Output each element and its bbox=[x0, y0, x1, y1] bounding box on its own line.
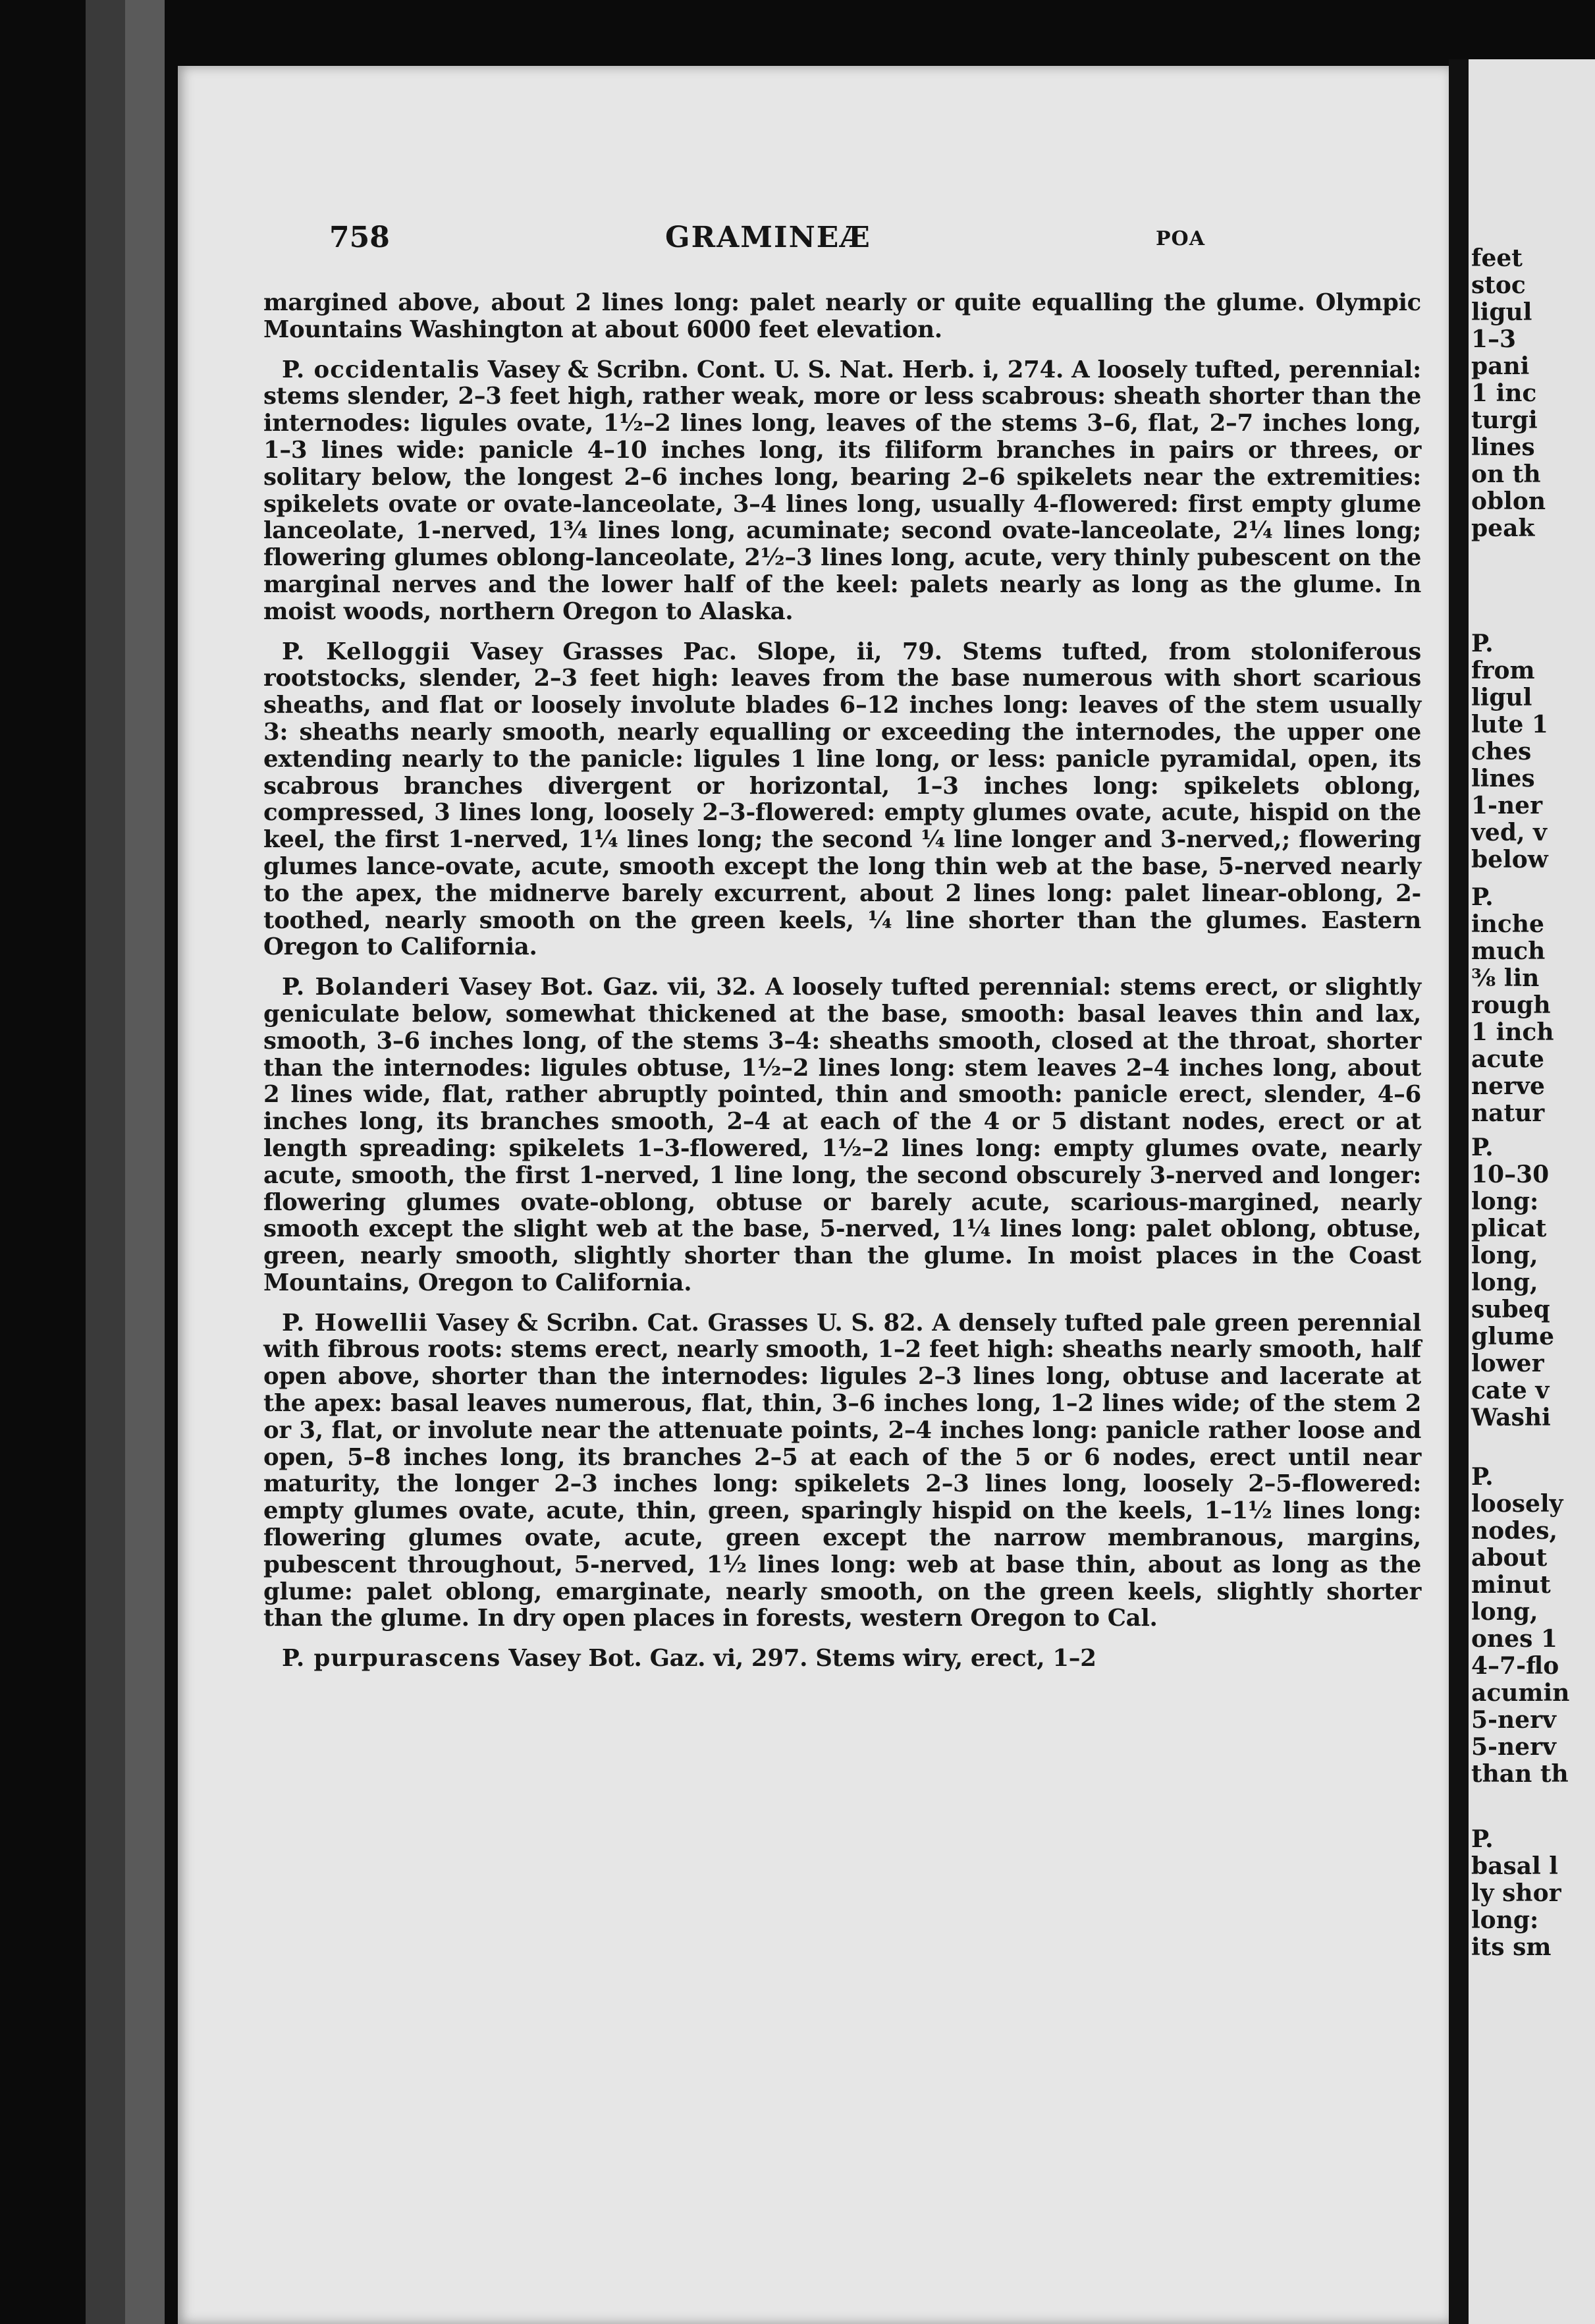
adjacent-page-line: nodes, bbox=[1471, 1517, 1558, 1545]
adjacent-page-line: acumin bbox=[1471, 1679, 1570, 1707]
paragraph-text: margined above, about 2 lines long: palet nearly or quite equalling the glume. Olympic Mountains Washington at about 6000 feet elevation. bbox=[263, 289, 1421, 343]
adjacent-page-line: ligul bbox=[1471, 684, 1532, 711]
species-name: P. Howellii bbox=[282, 1309, 428, 1337]
adjacent-page-line: below bbox=[1471, 846, 1548, 873]
adjacent-page-line: lower bbox=[1471, 1350, 1544, 1377]
adjacent-page-line: long, bbox=[1471, 1242, 1538, 1269]
adjacent-page-line: oblon bbox=[1471, 487, 1546, 515]
adjacent-page-line: 5-nerv bbox=[1471, 1733, 1556, 1761]
adjacent-page-line: long: bbox=[1471, 1906, 1539, 1934]
adjacent-page-line: P. bbox=[1471, 1463, 1494, 1491]
adjacent-page-line: ones 1 bbox=[1471, 1625, 1557, 1653]
adjacent-page-line: cate v bbox=[1471, 1377, 1550, 1404]
adjacent-page-line: long, bbox=[1471, 1269, 1538, 1296]
species-name: P. purpurascens bbox=[282, 1645, 501, 1673]
adjacent-page-line: ches bbox=[1471, 738, 1532, 765]
adjacent-page-line: turgi bbox=[1471, 406, 1538, 434]
species-description: Vasey & Scribn. Cat. Grasses U. S. 82. A densely tufted pale green perennial with fibrous roots: stems erect, nearly smooth, 1–2 feet high: sheaths nearly smooth, half open above, shorter than the internodes: ligules 2–3 lines long, obtuse and lacerate at the apex: basal leaves numerous, flat, thin, 3–6 inches long, 1–2 lines wide; of the stem 2 or 3, flat, or involute near the attenuate points, 2–4 inches long: panicle rather loose and open, 5–8 inches long, its branches 2–5 at each of the 5 or 6 nodes, erect until near maturity, the longer 2–3 inches long: spikelets 2–3 lines long, loosely 2–5-flowered: empty glumes ovate, acute, thin, green, sparingly hispid on the keels, 1–1½ lines long: flowering glumes ovate, acute, green except the narrow membranous, margins, pubescent throughout, 5-nerved, 1½ lines long: web at base thin, about as long as the glume: palet oblong, emarginate, nearly smooth, on the green keels, slightly shorter than the glume. In dry open places in forests, western Oregon to Cal. bbox=[263, 1309, 1421, 1632]
adjacent-page-line: ⅜ lin bbox=[1471, 964, 1540, 992]
adjacent-page-line: stoc bbox=[1471, 271, 1526, 299]
species-entry-howellii bbox=[263, 1310, 1421, 1633]
adjacent-page-line: ligul bbox=[1471, 298, 1532, 326]
species-description: Vasey Bot. Gaz. vii, 32. A loosely tufted perennial: stems erect, or slightly geniculate below, somewhat thickened at the base, smooth: basal leaves thin and lax, smooth, 3–6 inches long, of the stems 3–4: sheaths smooth, closed at the throat, shorter than the internodes: ligules obtuse, 1½–2 lines long: stem leaves 2–4 inches long, about 2 lines wide, flat, rather abruptly pointed, thin and smooth: panicle erect, slender, 4–6 inches long, its branches smooth, 2–4 at each of the 4 or 5 distant nodes, erect or at length spreading: spikelets 1–3-flowered, 1½–2 lines long: empty glumes ovate, nearly acute, smooth, the first 1-nerved, 1 line long, the second obscurely 3-nerved and longer: flowering glumes ovate-oblong, obtuse or barely acute, scarious-margined, nearly smooth except the slight web at the base, 5-nerved, 1¼ lines long: palet oblong, obtuse, green, nearly smooth, slightly shorter than the glume. In moist places in the Coast Mountains, Oregon to California. bbox=[263, 974, 1421, 1296]
adjacent-page-line: 1-ner bbox=[1471, 792, 1543, 819]
adjacent-page-line: 1–3 bbox=[1471, 325, 1517, 353]
adjacent-page-line: natur bbox=[1471, 1099, 1545, 1127]
binding-edge-inner bbox=[125, 0, 165, 2324]
species-description: Vasey Grasses Pac. Slope, ii, 79. Stems tufted, from stoloniferous rootstocks, slender, 2–3 feet high: leaves from the base numerous with short scarious sheaths, and flat or loosely involute blades 6–12 inches long: leaves of the stem usually 3: sheaths nearly smooth, nearly equalling or exceeding the internodes, the upper one extending nearly to the panicle: ligules 1 line long, or less: panicle pyramidal, open, its scabrous branches divergent or horizontal, 1–3 inches long: spikelets oblong, compressed, 3 lines long, loosely 2–3-flowered: empty glumes ovate, acute, hispid on the keel, the first 1-nerved, 1¼ lines long; the second ¼ line longer and 3-nerved,; flowering glumes lance-ovate, acute, smooth except the long thin web at the base, 5-nerved nearly to the apex, the midnerve barely excurrent, about 2 lines long: palet linear-oblong, 2-toothed, nearly smooth on the green keels, ¼ line shorter than the glumes. Eastern Oregon to California. bbox=[263, 638, 1421, 961]
adjacent-page-fragment bbox=[1469, 59, 1595, 2324]
adjacent-page-line: about bbox=[1471, 1544, 1548, 1572]
adjacent-page-line: feet bbox=[1471, 244, 1523, 272]
adjacent-page-line: rough bbox=[1471, 991, 1551, 1019]
adjacent-page-line: than th bbox=[1471, 1760, 1569, 1788]
adjacent-page-line: lute 1 bbox=[1471, 711, 1548, 738]
adjacent-page-line: Washi bbox=[1471, 1404, 1551, 1431]
adjacent-page-line: 10–30 bbox=[1471, 1161, 1550, 1188]
page-number: 758 bbox=[329, 221, 390, 254]
species-description: Vasey & Scribn. Cont. U. S. Nat. Herb. i, 274. A loosely tufted, perennial: stems slender, 2–3 feet high, rather weak, more or less scabrous: sheath shorter than the internodes: ligules ovate, 1½–2 lines long, leaves of the stems 3–6, flat, 2–7 inches long, 1–3 lines wide: panicle 4–10 inches long, its filiform branches in pairs or threes, or solitary below, the longest 2–6 inches long, bearing 2–6 spikelets near the extremities: spikelets ovate or ovate-lanceolate, 3–4 lines long, usually 4-flowered: first empty glume lanceolate, 1-nerved, 1¾ lines long, acuminate; second ovate-lanceolate, 2¼ lines long; flowering glumes oblong-lanceolate, 2½–3 lines long, acute, very thinly pubescent on the marginal nerves and the lower half of the keel: palets nearly as long as the glume. In moist woods, northern Oregon to Alaska. bbox=[263, 356, 1421, 625]
page-body bbox=[263, 290, 1421, 1686]
page-header bbox=[0, 221, 1595, 260]
adjacent-page-line: glume bbox=[1471, 1323, 1555, 1350]
adjacent-page-line: from bbox=[1471, 657, 1535, 684]
species-entry-kelloggii bbox=[263, 639, 1421, 962]
adjacent-page-line: 1 inch bbox=[1471, 1018, 1554, 1046]
adjacent-page-line: P. bbox=[1471, 1825, 1494, 1853]
adjacent-page-line: plicat bbox=[1471, 1215, 1547, 1242]
adjacent-page-line: much bbox=[1471, 937, 1546, 965]
adjacent-page-line: 4–7-flo bbox=[1471, 1652, 1559, 1680]
species-entry-occidentalis bbox=[263, 357, 1421, 626]
page-gutter bbox=[1449, 59, 1469, 2324]
species-description: Vasey Bot. Gaz. vi, 297. Stems wiry, erect, 1–2 bbox=[500, 1645, 1096, 1673]
adjacent-page-line: ly shor bbox=[1471, 1879, 1561, 1907]
paragraph-continuation bbox=[263, 290, 1421, 344]
adjacent-page-line: peak bbox=[1471, 514, 1535, 542]
adjacent-page-line: nerve bbox=[1471, 1072, 1545, 1100]
adjacent-page-line: 5-nerv bbox=[1471, 1706, 1556, 1734]
species-name: P. Kelloggii bbox=[282, 638, 451, 665]
adjacent-page-line: loosely bbox=[1471, 1490, 1563, 1518]
adjacent-page-line: P. bbox=[1471, 883, 1494, 911]
adjacent-page-line: pani bbox=[1471, 352, 1530, 380]
adjacent-page-line: subeq bbox=[1471, 1296, 1550, 1323]
adjacent-page-line: lines bbox=[1471, 765, 1535, 792]
adjacent-page-line: inche bbox=[1471, 910, 1544, 938]
adjacent-page-line: P. bbox=[1471, 1134, 1494, 1161]
adjacent-page-line: 1 inc bbox=[1471, 379, 1537, 407]
adjacent-page-line: ved, v bbox=[1471, 819, 1547, 846]
adjacent-page-line: lines bbox=[1471, 433, 1535, 461]
species-entry-purpurascens bbox=[263, 1646, 1421, 1673]
species-name: P. Bolanderi bbox=[282, 974, 450, 1001]
species-name: P. occidentalis bbox=[282, 356, 480, 383]
species-entry-bolanderi bbox=[263, 974, 1421, 1297]
adjacent-page-line: its sm bbox=[1471, 1933, 1552, 1961]
adjacent-page-line: on th bbox=[1471, 460, 1541, 488]
adjacent-page-line: minut bbox=[1471, 1571, 1551, 1599]
adjacent-page-line: long, bbox=[1471, 1598, 1538, 1626]
adjacent-page-line: basal l bbox=[1471, 1852, 1558, 1880]
adjacent-page-line: acute bbox=[1471, 1045, 1544, 1073]
running-genus: POA bbox=[1156, 227, 1205, 250]
adjacent-page-line: long: bbox=[1471, 1188, 1539, 1215]
running-title: GRAMINEÆ bbox=[665, 221, 871, 254]
adjacent-page-line: P. bbox=[1471, 630, 1494, 657]
